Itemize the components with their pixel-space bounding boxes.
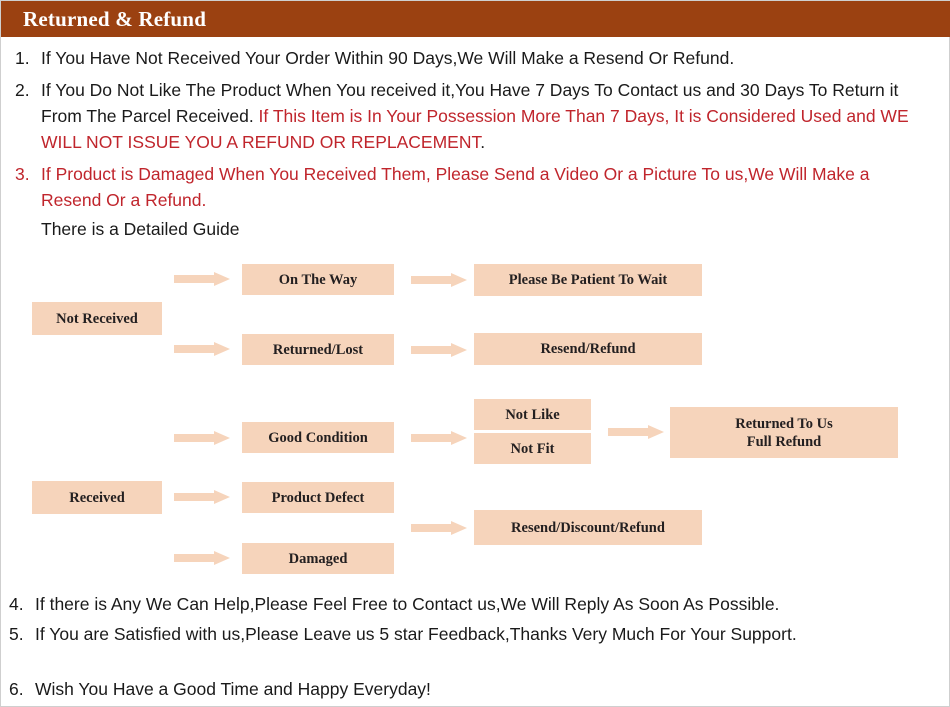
text-segment: . [480,132,486,152]
node-please-be-patient-to-wait: Please Be Patient To Wait [474,264,702,296]
arrow-returned-lost-to-resend-refund [411,343,467,357]
arrow-received-to-good-condition [174,431,230,445]
header-bar [1,1,950,37]
list-item [15,45,935,71]
list-item-text [35,676,431,702]
list-item-number: 2. [15,80,30,100]
list-item-text [41,161,915,213]
arrow-not-received-to-returned-lost [174,342,230,356]
text-segment-highlight: If This Item is In Your Possession More Than 7 Days, It is Considered Used and WE WILL NOT ISSUE YOU A REFUND OR REPLACEMENT [41,106,909,152]
arrow-received-to-product-defect [174,490,230,504]
arrow-product-defect-to-resend-discount-refund [411,521,467,535]
page-title: Returned & Refund [23,7,207,31]
list-item [9,676,919,702]
node-returned-lost: Returned/Lost [242,334,394,365]
list-item-number: 1. [15,48,30,68]
list-item-number: 3. [15,164,30,184]
node-damaged: Damaged [242,543,394,574]
text-segment: Wish You Have a Good Time and Happy Everyday! [35,679,431,699]
list-item [9,591,939,617]
refund-flow-diagram [1,251,950,581]
arrow-good-condition-to-not-like-not-fit [411,431,467,445]
list-item [9,621,919,647]
list-item-number: 6. [9,679,24,699]
node-resend-refund: Resend/Refund [474,333,702,365]
node-product-defect: Product Defect [242,482,394,513]
node-not-fit: Not Fit [474,433,591,464]
list-item-text [41,77,915,155]
text-segment: If You Have Not Received Your Order Within 90 Days,We Will Make a Resend Or Refund. [41,48,735,68]
node-not-received: Not Received [32,302,162,335]
list-item [15,161,915,213]
node-resend-discount-refund: Resend/Discount/Refund [474,510,702,545]
node-line-2: Full Refund [746,433,822,450]
text-segment: If You are Satisfied with us,Please Leave us 5 star Feedback,Thanks Very Much For Your Support. [35,624,797,644]
list-item-number: 4. [9,594,24,614]
list-item-text [35,591,779,617]
arrow-not-received-to-on-the-way [174,272,230,286]
list-item-number: 5. [9,624,24,644]
node-good-condition: Good Condition [242,422,394,453]
text-segment: If You Do Not Like The Product When You received it,You Have 7 Days To Contact us and 30 Days To Return it From The Parcel Received. [41,80,899,126]
text-segment-highlight: If Product is Damaged When You Received Them, Please Send a Video Or a Picture To us,We Will Make a Resend Or a Refund. [41,164,870,210]
list-item [15,77,915,155]
node-on-the-way: On The Way [242,264,394,295]
text-segment: If there is Any We Can Help,Please Feel Free to Contact us,We Will Reply As Soon As Possible. [35,594,780,614]
arrow-not-like-not-fit-to-returned-full-refund [608,425,664,439]
list-item-text [41,45,734,71]
detailed-guide-label: There is a Detailed Guide [41,219,240,239]
node-received: Received [32,481,162,514]
node-line-1: Returned To Us [735,415,833,432]
node-returned-to-us-full-refund [670,407,898,458]
arrow-on-the-way-to-please-be-patient [411,273,467,287]
node-not-like: Not Like [474,399,591,430]
list-item-text [35,621,797,647]
arrow-received-to-damaged [174,551,230,565]
